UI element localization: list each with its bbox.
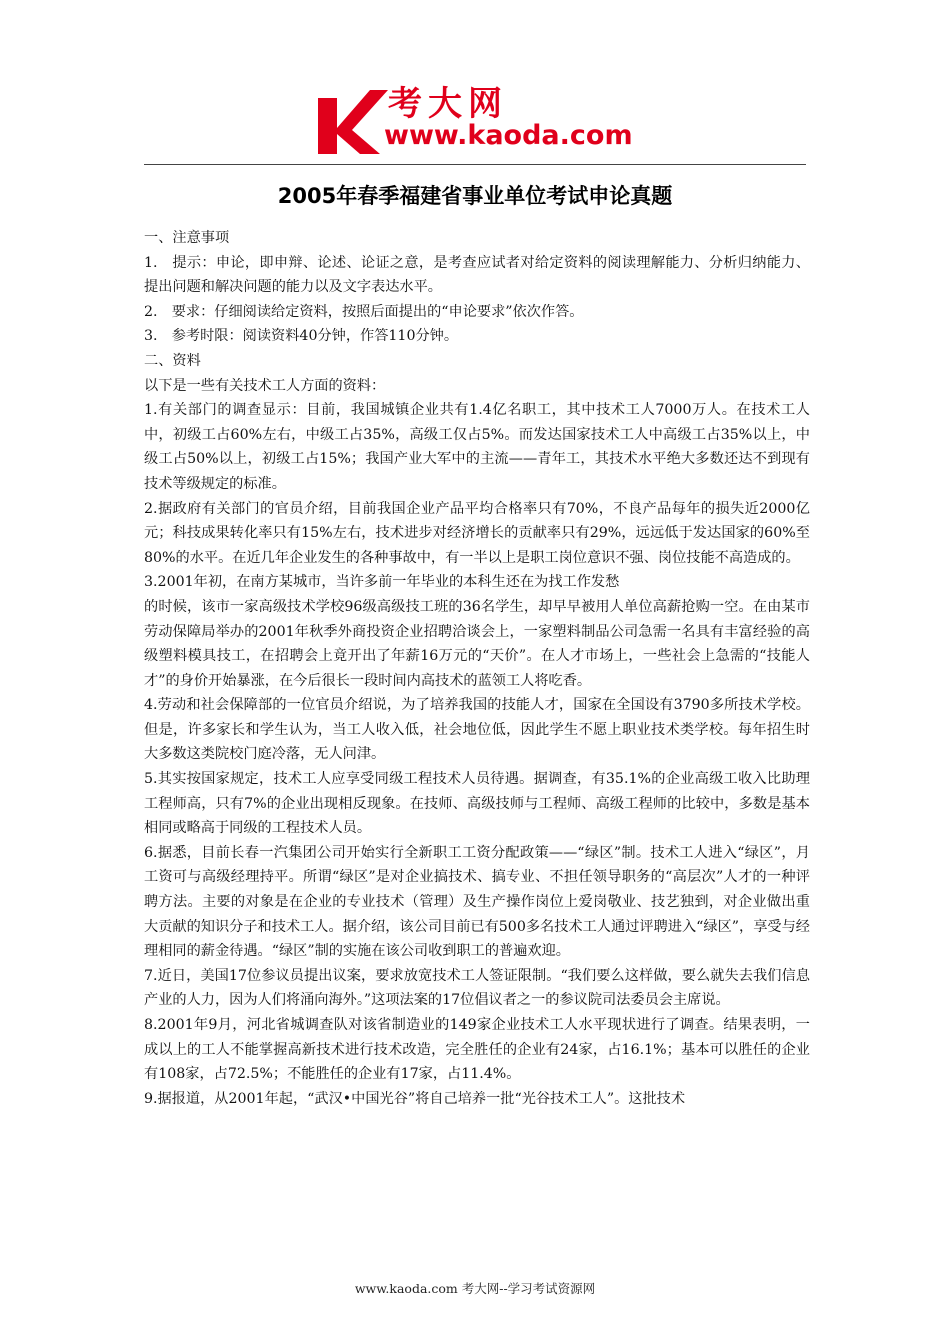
logo-brand-name: 考大网 <box>388 84 508 124</box>
paragraph: 2.据政府有关部门的官员介绍，目前我国企业产品平均合格率只有70%，不良产品每年的损失近2000亿元；科技成果转化率只有15%左右，技术进步对经济增长的贡献率只有29%，远远低于发达国家的60%至80%的水平。在近几年企业发生的各种事故中，有一半以上是职工岗位意识不强、岗位技能不高造成的。 <box>144 500 810 566</box>
header-divider <box>144 164 806 165</box>
paragraph: 5.其实按国家规定，技术工人应享受同级工程技术人员待遇。据调查，有35.1%的企业高级工收入比助理工程师高，只有7%的企业出现相反现象。在技师、高级技师与工程师、高级工程师的比较中，多数是基本相同或略高于同级的工程技术人员。 <box>144 771 810 837</box>
paragraph: 2. 要求：仔细阅读给定资料，按照后面提出的“申论要求”依次作答。 <box>144 303 584 320</box>
paragraph: 8.2001年9月，河北省城调查队对该省制造业的149家企业技术工人水平现状进行了调查。结果表明，一成以上的工人不能掌握高新技术进行技术改造，完全胜任的企业有24家，占16.1%；基本可以胜任的企业有108家，占72.5%；不能胜任的企业有17家，占11.4%。 <box>144 1017 810 1083</box>
paragraph: 1. 提示：申论，即申辩、论述、论证之意，是考查应试者对给定资料的阅读理解能力、分析归纳能力、提出问题和解决问题的能力以及文字表达水平。 <box>144 254 810 296</box>
page-footer: www.kaoda.com 考大网--学习考试资源网 <box>354 1281 596 1296</box>
page-title: 2005年春季福建省事业单位考试申论真题 <box>277 184 673 208</box>
paragraph: 4.劳动和社会保障部的一位官员介绍说，为了培养我国的技能人才，国家在全国设有3790多所技术学校。但是，许多家长和学生认为，当工人收入低，社会地位低，因此学生不愿上职业技术类学校。每年招生时大多数这类院校门庭冷落，无人问津。 <box>144 697 810 763</box>
paragraph: 二、资料 <box>144 352 201 369</box>
paragraph: 3.2001年初，在南方某城市，当许多前一年毕业的本科生还在为找工作发愁 <box>144 574 620 591</box>
paragraph: 1.有关部门的调查显示：目前，我国城镇企业共有1.4亿名职工，其中技术工人7000万人。在技术工人中，初级工占60%左右，中级工占35%，高级工仅占5%。而发达国家技术工人中高级工占35%以上，中级工占50%以上，初级工占15%；我国产业大军中的主流——青年工，其技术水平绝大多数还达不到现有技术等级规定的标准。 <box>144 402 810 492</box>
document-body <box>144 226 810 1111</box>
paragraph: 6.据悉，目前长春一汽集团公司开始实行全新职工工资分配政策——“绿区”制。技术工人进入“绿区”，月工资可与高级经理持平。所谓“绿区”是对企业搞技术、搞专业、不担任领导职务的“高层次”人才的一种评聘方法。主要的对象是在企业的专业技术（管理）及生产操作岗位上爱岗敬业、技艺独到，对企业做出重大贡献的知识分子和技术工人。据介绍，该公司目前已有500多名技术工人通过评聘进入“绿区”，享受与经理相同的薪金待遇。“绿区”制的实施在该公司收到职工的普遍欢迎。 <box>144 844 810 960</box>
site-header <box>310 76 640 160</box>
paragraph: 3. 参考时限：阅读资料40分钟，作答110分钟。 <box>144 328 459 345</box>
paragraph: 9.据报道，从2001年起，“武汉•中国光谷”将自己培养一批“光谷技术工人”。这批技术 <box>144 1090 686 1107</box>
logo-url[interactable]: www.kaoda.com <box>384 120 633 151</box>
logo-k-icon <box>310 76 394 160</box>
paragraph: 7.近日，美国17位参议员提出议案，要求放宽技术工人签证限制。“我们要么这样做，要么就失去我们信息产业的人力，因为人们将涌向海外。”这项法案的17位倡议者之一的参议院司法委员会主席说。 <box>144 967 810 1009</box>
paragraph: 以下是一些有关技术工人方面的资料： <box>144 377 386 394</box>
paragraph: 一、注意事项 <box>144 230 230 246</box>
paragraph: 的时候，该市一家高级技术学校96级高级技工班的36名学生，却早早被用人单位高薪抢购一空。在由某市劳动保障局举办的2001年秋季外商投资企业招聘洽谈会上，一家塑料制品公司急需一名具有丰富经验的高级塑料模具技工，在招聘会上竟开出了年薪16万元的“天价”。在人才市场上，一些社会上急需的“技能人才”的身价开始暴涨，在今后很长一段时间内高技术的蓝领工人将吃香。 <box>144 598 810 689</box>
